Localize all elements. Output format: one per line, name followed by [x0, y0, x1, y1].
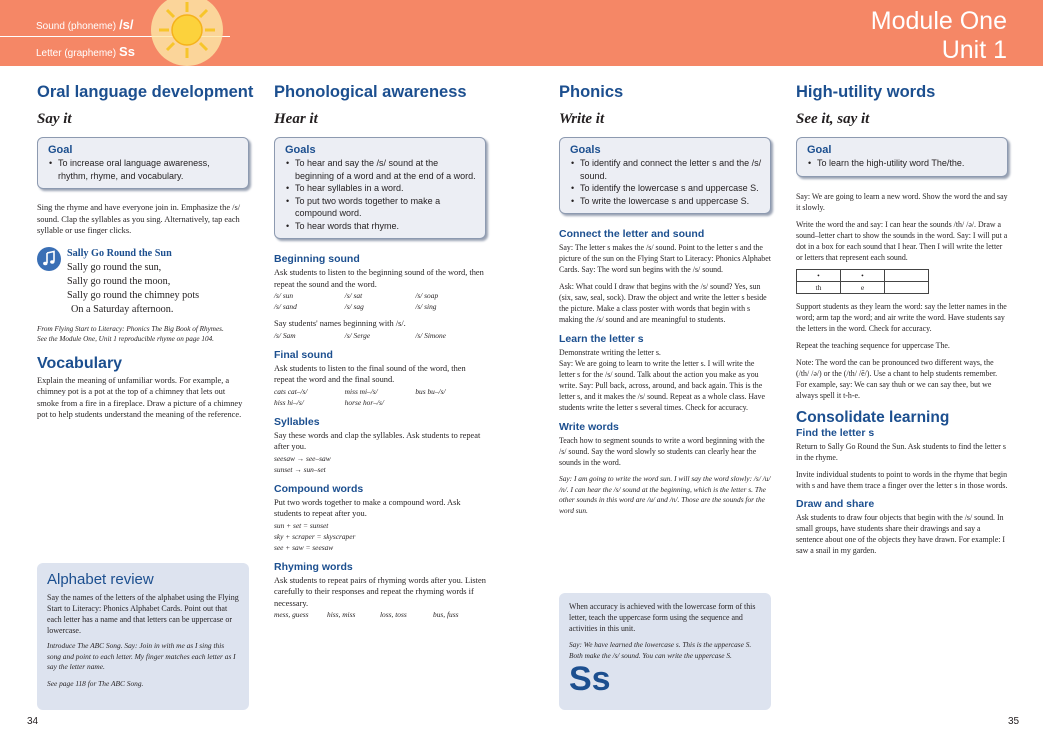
- syllables-text: Say these words and clap the syllables. Ask students to repeat after you.: [274, 430, 481, 451]
- draw-share-text: Ask students to draw four objects that begin with the /s/ sound. In small groups, have students share their drawings and say a sentence about one of the objects they have drawn. For example: I saw a snail in my garden.: [796, 512, 1006, 555]
- word: horse hor–/s/: [344, 397, 384, 407]
- find-letter-title: Find the letter s: [796, 426, 875, 439]
- chart-dot: [885, 269, 929, 281]
- chart-intro-text: Write the word the and say: I can hear the sounds /th/ /ə/. Draw a sound–letter chart to show the sounds in the word. Say: I will put a dot in a box for each sound that I hear. Then I will write the letter or letters that represent each sound.: [796, 219, 1008, 262]
- word-row: [274, 397, 486, 408]
- abc-song-ref: See page 118 for The ABC Song.: [47, 678, 144, 688]
- write-words-title: Write words: [559, 421, 619, 433]
- word-row: [274, 301, 486, 312]
- word: /s/ sat: [344, 291, 363, 300]
- connect-title: Connect the letter and sound: [559, 228, 705, 240]
- high-utility-column: [796, 82, 1008, 556]
- word: [415, 397, 486, 408]
- connect-text-2: Ask: What could I draw that begins with the /s/ sound? Yes, sun (six, saw, seal, sock). Draw the object and write the letter s beside the picture. Make a class poster with words that begin with s making the /s/ sound and are meaningful to students.: [559, 282, 767, 324]
- alphabet-review-title: Alphabet review: [47, 571, 154, 588]
- word: /s/ sand: [274, 302, 297, 311]
- compound-words-title: Compound words: [274, 482, 364, 495]
- rhyme-line: Sally go round the chimney pots: [67, 289, 200, 301]
- goal-box: [37, 137, 249, 189]
- word: /s/ Sam: [274, 330, 296, 340]
- word: /s/ Serge: [344, 330, 371, 340]
- word: seesaw → see–saw: [274, 453, 331, 463]
- rhyming-words-title: Rhyming words: [274, 560, 353, 573]
- goals-box: [559, 137, 771, 214]
- note-text: Note: The word the can be pronounced two different ways, the (/th/ /ə/) or the (/th/ /ē/). Use a chant to help students remember. For example, say: We can say thuh or we can say thee, but we always spell it t-h-e.: [796, 357, 998, 400]
- repeat-text: Repeat the teaching sequence for uppercase The.: [796, 340, 950, 350]
- module-title: Module One: [870, 7, 1007, 35]
- alphabet-review-text: Say the names of the letters of the alphabet using the Flying Start to Literacy: Phonics Alphabet Cards. Point out that each letter has a name and that letters can be uppercase or lowercase.: [47, 593, 239, 635]
- goal-box: [796, 137, 1008, 177]
- music-note-icon: [37, 247, 61, 271]
- goal-item: • To identify the lowercase s and uppercase S.: [570, 182, 762, 195]
- unit-title: Unit 1: [941, 36, 1007, 64]
- word: sky + scraper = skyscraper: [274, 531, 356, 541]
- goals-title: Goals: [285, 144, 316, 156]
- intro-text: Say: We are going to learn a new word. Show the word the and say it slowly.: [796, 191, 1008, 212]
- word-row: [274, 330, 486, 341]
- word: mess, guess: [274, 610, 309, 619]
- compound-words-text: Put two words together to make a compound word. Ask students to repeat after you.: [274, 497, 461, 518]
- goal-title: Goal: [807, 144, 832, 156]
- goal-item: • To put two words together to make a compound word.: [285, 195, 477, 220]
- learn-letter-title: Learn the letter s: [559, 333, 644, 345]
- word: /s/ sun: [274, 291, 294, 300]
- uppercase-box: [559, 593, 771, 710]
- sound-letter-chart: [796, 269, 929, 294]
- word: /s/ soap: [415, 291, 439, 300]
- chart-dot: •: [797, 269, 841, 281]
- oral-language-column: [37, 82, 254, 421]
- final-sound-text: Ask students to listen to the final sound of the word, then repeat the word and the final sound.: [274, 363, 466, 384]
- goal-item: • To hear and say the /s/ sound at the beginning of a word and at the end of a word.: [285, 157, 477, 182]
- column-title: Phonological awareness: [274, 83, 467, 101]
- chart-letter: th: [797, 281, 841, 293]
- rhyme-source: From Flying Start to Literacy: Phonics The Big Book of Rhymes.: [37, 324, 224, 333]
- rhyme-line: On a Saturday afternoon.: [71, 303, 174, 315]
- goal-item: • To write the lowercase s and uppercase S.: [570, 195, 762, 208]
- word-row: [274, 609, 486, 620]
- goals-title: Goals: [570, 144, 601, 156]
- page-header: [0, 0, 1043, 66]
- column-title: Phonics: [559, 83, 624, 101]
- letter-display: Ss: [569, 660, 611, 698]
- chart-letter: e: [841, 281, 885, 293]
- beginning-sound-title: Beginning sound: [274, 253, 360, 265]
- column-subtitle: Write it: [559, 111, 605, 127]
- word-row: [274, 531, 486, 542]
- phonological-column: [274, 82, 486, 620]
- rhyme-line: Sally go round the moon,: [67, 275, 171, 287]
- goal-item: • To increase oral language awareness, rhythm, rhyme, and vocabulary.: [48, 157, 240, 182]
- word-row: [274, 520, 486, 531]
- column-title: High-utility words: [796, 83, 936, 101]
- word: /s/ Simone: [415, 330, 446, 340]
- word-row: [274, 453, 486, 464]
- goals-box: [274, 137, 486, 239]
- word: miss mi–/s/: [344, 386, 378, 396]
- find-letter-text-2: Invite individual students to point to words in the rhyme that begin with s and have them trace a finger over the letter s in those words.: [796, 469, 1008, 490]
- phonics-column: [559, 82, 771, 516]
- uppercase-box-text: When accuracy is achieved with the lowercase form of this letter, teach the uppercase form using the sequence and activities in this unit.: [569, 602, 756, 633]
- word: see + saw = seesaw: [274, 542, 334, 552]
- goal-title: Goal: [48, 144, 73, 156]
- abc-song-text: Introduce The ABC Song. Say: Join in with me as I sing this song and point to each letter. My finger matches each letter as I say the letter name.: [47, 641, 236, 671]
- column-subtitle: Hear it: [274, 111, 318, 127]
- column-title: Oral language development: [37, 83, 254, 101]
- rhyme-title: Sally Go Round the Sun: [67, 247, 172, 259]
- learn-letter-text: Demonstrate writing the letter s.: [559, 348, 661, 357]
- draw-share-title: Draw and share: [796, 497, 875, 510]
- uppercase-box-text-2: Say: We have learned the lowercase s. This is the uppercase S. Both make the /s/ sound. You can write the uppercase S.: [569, 640, 752, 660]
- connect-text: Say: The letter s makes the /s/ sound. Point to the letter s and the picture of the sun on the Flying Start to Literacy: Phonics Alphabet Cards. Say: The word sun begins with the /s/ sound.: [559, 243, 771, 274]
- rhyme-reproducible: See the Module One, Unit 1 reproducible rhyme on page 104.: [37, 335, 214, 343]
- word: sun + set = sunset: [274, 520, 329, 530]
- chart-letter: [885, 281, 929, 293]
- beginning-sound-text: Ask students to listen to the beginning sound of the word, then repeat the sound and the word.: [274, 268, 484, 289]
- word: /s/ sing: [415, 302, 437, 311]
- letter-label: Letter (grapheme) Ss: [36, 44, 135, 59]
- rhyming-words-text: Ask students to repeat pairs of rhyming words after you. Listen carefully to their responses and repeat the rhyming words if necessary.: [274, 575, 486, 608]
- write-words-text-2: Say: I am going to write the word sun. I will say the word slowly: /s/ /u/ /n/. I can hear the /s/ sound at the beginning, which is the letter s. The other sounds in this word are /u/ and /n/. Those are the sounds for the word sun.: [559, 474, 771, 515]
- consolidate-title: Consolidate learning: [796, 408, 950, 426]
- word-row: [274, 464, 486, 475]
- chart-dot: •: [841, 269, 885, 281]
- word-row: [274, 542, 486, 553]
- word: hiss, miss: [327, 610, 356, 619]
- word: sunset → sun–set: [274, 464, 326, 474]
- vocabulary-text: Explain the meaning of unfamiliar words. For example, a chimney pot is a pot at the top of a chimney that lets out smoke from a fire in a fireplace. Draw a picture of a chimney pot to help students understand the meaning of the reference.: [37, 375, 243, 419]
- find-letter-text: Return to Sally Go Round the Sun. Ask students to find the letter s in the rhyme.: [796, 441, 1006, 462]
- column-subtitle: See it, say it: [796, 111, 870, 127]
- goal-item: • To hear syllables in a word.: [285, 182, 477, 195]
- page-number: 34: [27, 716, 39, 727]
- syllables-title: Syllables: [274, 415, 320, 428]
- word-row: [274, 290, 486, 301]
- sound-label: Sound (phoneme) /s/: [36, 17, 134, 32]
- rhyme-intro: Sing the rhyme and have everyone join in. Emphasize the /s/ sound. Clap the syllables as you sing. Alternatively, tap each syllable or use finger clicks.: [37, 203, 241, 235]
- alphabet-review-box: [37, 563, 249, 710]
- word: loss, toss: [380, 610, 407, 619]
- column-subtitle: Say it: [37, 111, 72, 127]
- sun-icon: [138, 0, 236, 72]
- rhyme-line: Sally go round the sun,: [67, 261, 162, 273]
- vocabulary-title: Vocabulary: [37, 354, 123, 372]
- names-text: Say students' names beginning with /s/.: [274, 319, 406, 328]
- goal-item: • To hear words that rhyme.: [285, 220, 477, 233]
- word: hiss hi–/s/: [274, 397, 304, 407]
- page-number: 35: [1008, 716, 1020, 727]
- word-row: [274, 386, 486, 397]
- goal-item: • To learn the high-utility word The/the.: [807, 157, 999, 170]
- goal-item: • To identify and connect the letter s and the /s/ sound.: [570, 157, 762, 182]
- write-words-text: Teach how to segment sounds to write a word beginning with the /s/ sound. Say the word slowly so students can clearly hear the sounds in the word.: [559, 436, 765, 467]
- word: bus bu–/s/: [415, 386, 446, 396]
- learn-letter-text-2: Say: We are going to learn to write the letter s. I will write the letter s for the /s/ sound. Talk about the action you make as you write. Say: Pull back, across, around, and back again. This is the letter s, and it makes the /s/ sound. Repeat as a whole class. Have students write the letter s several times. Check for accuracy.: [559, 359, 765, 412]
- word: cats cat–/s/: [274, 386, 308, 396]
- final-sound-title: Final sound: [274, 348, 333, 361]
- rhyme-block: [37, 247, 249, 317]
- word: /s/ sag: [344, 302, 364, 311]
- support-text: Support students as they learn the word: say the letter names in the word; arm tap the word; and air write the word. Have students say the letters in the word. Check for accuracy.: [796, 301, 1007, 333]
- word: bus, fuss: [433, 610, 459, 619]
